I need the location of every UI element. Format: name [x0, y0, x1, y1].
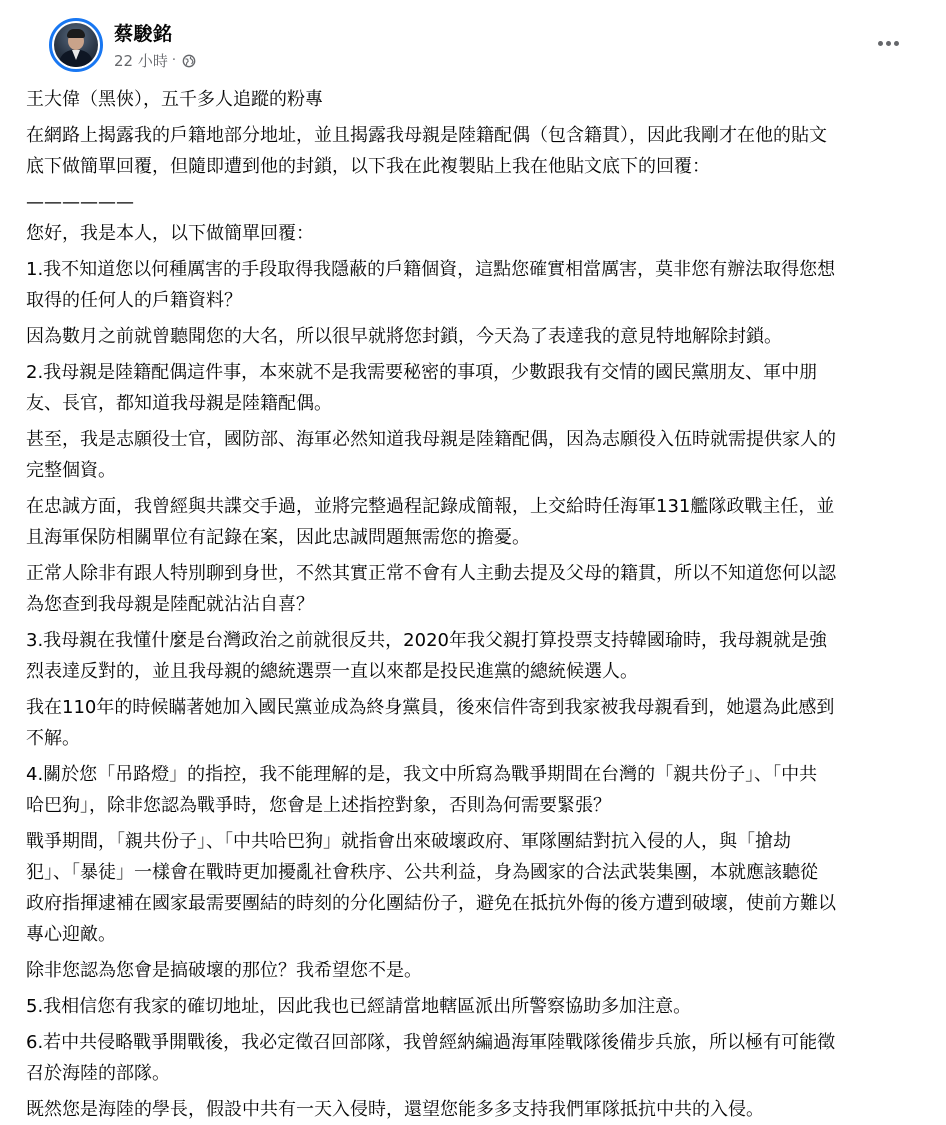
post-paragraph: 既然您是海陸的學長，假設中共有一天入侵時，還望您能多多支持我們軍隊抵抗中共的入侵。 [26, 1099, 764, 1120]
post-paragraph: 1.我不知道您以何種厲害的手段取得我隱蔽的戶籍個資，這點您確實相當厲害，莫非您有辦法取得您想 取得的任何人的戶籍資料？ [26, 259, 836, 311]
author-name-link[interactable]: 蔡駿銘 [114, 23, 173, 45]
meta-separator: · [171, 53, 176, 68]
post-meta [114, 50, 196, 71]
post-paragraph: 我在110年的時候瞞著她加入國民黨並成為終身黨員，後來信件寄到我家被我母親看到，她還為此感到 不解。 [26, 697, 835, 749]
post-paragraph: 戰爭期間，「親共份子」、「中共哈巴狗」就指會出來破壞政府、軍隊團結對抗入侵的人，與「搶劫 犯」、「暴徒」一樣會在戰時更加擾亂社會秩序、公共利益，身為國家的合法武裝集團，本就應該聽從 政府指揮逮補在國家最需要團結的時刻的分化團結份子，避免在抵抗外侮的後方遭到破壞，使前方難以 專心迎敵。 [26, 831, 836, 945]
avatar-hair [67, 29, 85, 38]
post-body [26, 84, 926, 1125]
post-header [26, 0, 924, 82]
post-paragraph: 因為數月之前就曾聽聞您的大名，所以很早就將您封鎖，今天為了表達我的意見特地解除封鎖。 [26, 326, 782, 347]
post-paragraph: 6.若中共侵略戰爭開戰後，我必定徵召回部隊，我曾經納編過海軍陸戰隊後備步兵旅，所以極有可能徵 召於海陸的部隊。 [26, 1032, 836, 1084]
more-dot-icon [894, 41, 899, 46]
post-paragraph: 2.我母親是陸籍配偶這件事，本來就不是我需要秘密的事項，少數跟我有交情的國民黨朋友、軍中朋 友、長官，都知道我母親是陸籍配偶。 [26, 362, 818, 414]
more-options-button[interactable] [870, 28, 906, 58]
more-dot-icon [886, 41, 891, 46]
post-paragraph: 正常人除非有跟人特別聊到身世，不然其實正常不會有人主動去提及父母的籍貫，所以不知道您何以認 為您查到我母親是陸配就沾沾自喜？ [26, 563, 836, 615]
post-paragraph: 王大偉（黑俠），五千多人追蹤的粉專 [26, 89, 323, 110]
post-paragraph: —————— 您好，我是本人，以下做簡單回覆： [26, 192, 314, 244]
post-paragraph: 4.關於您「吊路燈」的指控，我不能理解的是，我文中所寫為戰爭期間在台灣的「親共份子」、「中共 哈巴狗」，除非您認為戰爭時，您會是上述指控對象，否則為何需要緊張？ [26, 764, 818, 816]
post-paragraph: 在網路上揭露我的戶籍地部分地址，並且揭露我母親是陸籍配偶（包含籍貫），因此我剛才在他的貼文 底下做簡單回覆，但隨即遭到他的封鎖，以下我在此複製貼上我在他貼文底下的回覆： [26, 125, 827, 177]
post-paragraph: 除非您認為您會是搞破壞的那位？我希望您不是。 [26, 960, 422, 981]
globe-icon[interactable] [182, 54, 196, 68]
post-timestamp[interactable]: 22 小時 [114, 52, 168, 70]
author-avatar[interactable] [49, 18, 103, 72]
post-paragraph: 3.我母親在我懂什麼是台灣政治之前就很反共，2020年我父親打算投票支持韓國瑜時，我母親就是強 烈表達反對的，並且我母親的總統選票一直以來都是投民進黨的總統候選人。 [26, 630, 827, 682]
more-horizontal-icon [878, 41, 883, 46]
post-paragraph: 在忠誠方面，我曾經與共諜交手過，並將完整過程記錄成簡報，上交給時任海軍131艦隊政戰主任，並 且海軍保防相關單位有記錄在案，因此忠誠問題無需您的擔憂。 [26, 496, 835, 548]
avatar-photo [54, 23, 98, 67]
post-paragraph: 5.我相信您有我家的確切地址，因此我也已經請當地轄區派出所警察協助多加注意。 [26, 996, 692, 1017]
post-paragraph: 甚至，我是志願役士官，國防部、海軍必然知道我母親是陸籍配偶，因為志願役入伍時就需提供家人的 完整個資。 [26, 429, 836, 481]
